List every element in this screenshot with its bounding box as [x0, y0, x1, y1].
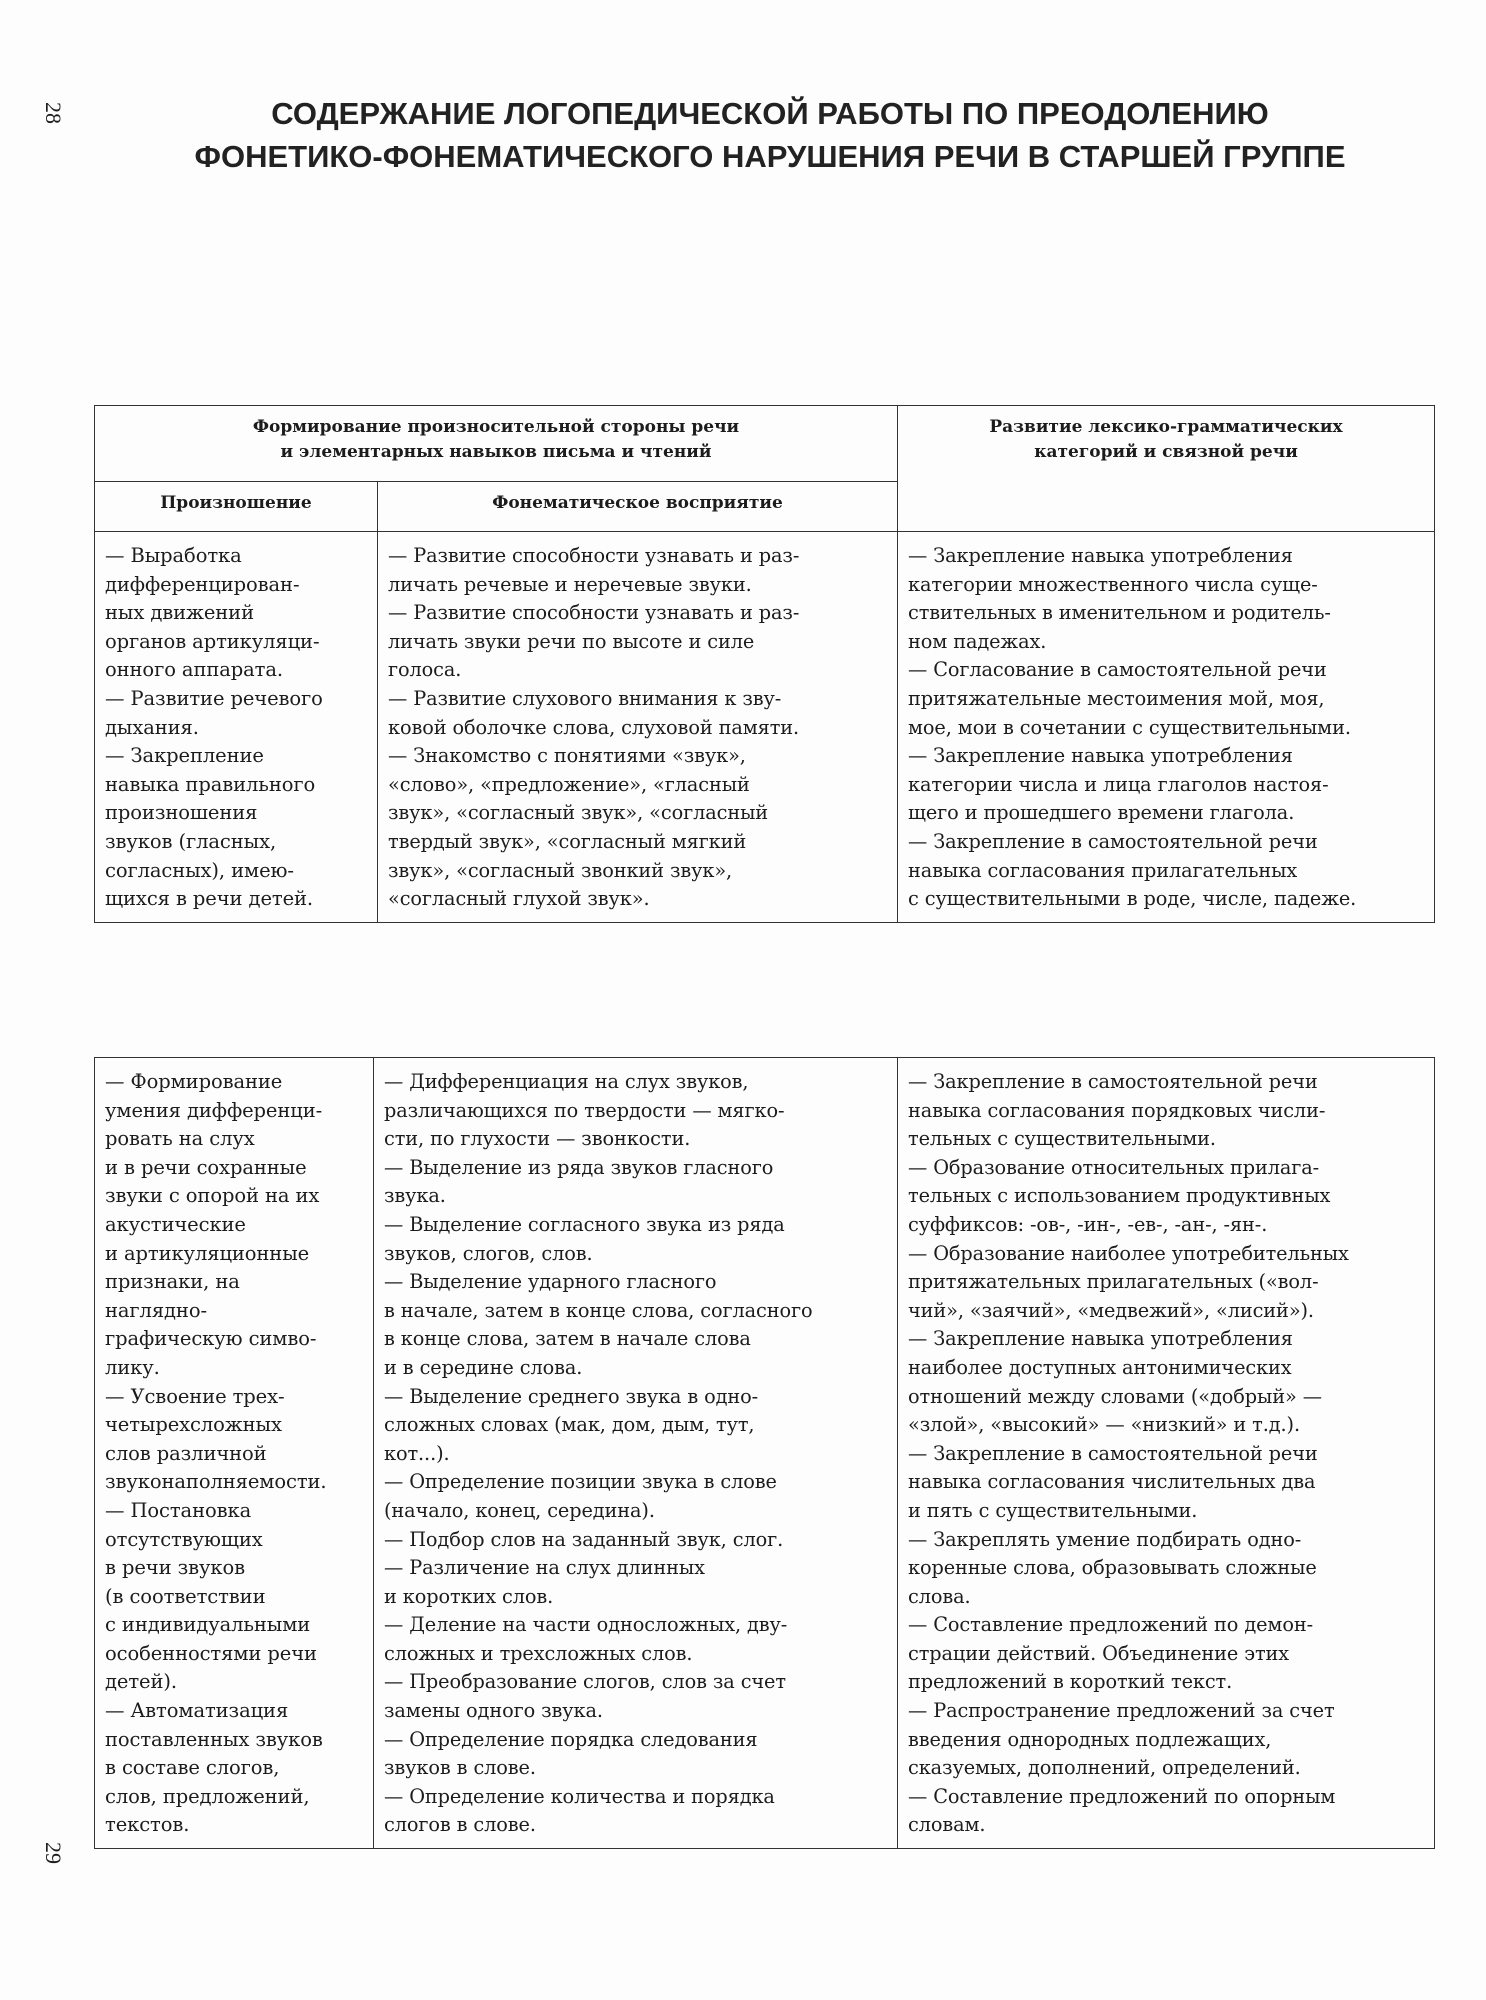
- cell-phonemic-1: — Развитие способности узнавать и раз- личать речевые и неречевые звуки. — Развитие способности узнавать и раз- личать звуки речи по высоте и силе голоса. — Развитие слухового внимания к зву- ковой оболочке слова, слуховой памяти. — Знакомство с понятиями «звук», «слово», «предложение», «гласный звук», «согласный звук», «согласный твердый звук», «согласный мягкий звук», «согласный звонкий звук», «согласный глухой звук».: [378, 532, 898, 923]
- content-table-bottom: [94, 1057, 1435, 1849]
- content-table-top: [94, 405, 1435, 923]
- header-phonemic-perception: Фонематическое восприятие: [378, 482, 898, 532]
- header-pronunciation: Произношение: [95, 482, 378, 532]
- page-title: [120, 92, 1420, 178]
- cell-lexico-2: — Закрепление в самостоятельной речи навыка согласования порядковых числи- тельных с существительными. — Образование относительных прилага- тельных с использованием продуктивных суффиксов: -ов-, -ин-, -ев-, -ан-, -ян-. — Образование наиболее употребительных притяжательных прилагательных («вол- чий», «заячий», «медвежий», «лисий»). — Закрепление навыка употребления наиболее доступных антонимических отношений между словами («добрый» — «злой», «высокий» — «низкий» и т.д.). — Закрепление в самостоятельной речи навыка согласования числительных два и пять с существительными. — Закреплять умение подбирать одно- коренные слова, образовывать сложные слова. — Составление предложений по демон- страции действий. Объединение этих предложений в короткий текст. — Распространение предложений за счет введения однородных подлежащих, сказуемых, дополнений, определений. — Составление предложений по опорным словам.: [898, 1058, 1435, 1849]
- title-line-1: СОДЕРЖАНИЕ ЛОГОПЕДИЧЕСКОЙ РАБОТЫ ПО ПРЕОДОЛЕНИЮ: [271, 96, 1269, 131]
- title-line-2: ФОНЕТИКО-ФОНЕМАТИЧЕСКОГО НАРУШЕНИЯ РЕЧИ В СТАРШЕЙ ГРУППЕ: [194, 139, 1346, 174]
- header-lexico-grammatical: Развитие лексико-грамматических категорий и связной речи: [898, 406, 1435, 532]
- page-number-top: 28: [41, 102, 66, 124]
- page-number-bottom: 29: [41, 1842, 66, 1864]
- cell-lexico-1: — Закрепление навыка употребления категории множественного числа суще- ствительных в именительном и родитель- ном падежах. — Согласование в самостоятельной речи притяжательные местоимения мой, моя, мое, мои в сочетании с существительными. — Закрепление навыка употребления категории числа и лица глаголов настоя- щего и прошедшего времени глагола. — Закрепление в самостоятельной речи навыка согласования прилагательных с существительными в роде, числе, падеже.: [898, 532, 1435, 923]
- header-pronunciation-group: Формирование произносительной стороны речи и элементарных навыков письма и чтений: [95, 406, 898, 482]
- cell-phonemic-2: — Дифференциация на слух звуков, различающихся по твердости — мягко- сти, по глухости — звонкости. — Выделение из ряда звуков гласного звука. — Выделение согласного звука из ряда звуков, слогов, слов. — Выделение ударного гласного в начале, затем в конце слова, согласного в конце слова, затем в начале слова и в середине слова. — Выделение среднего звука в одно- сложных словах (мак, дом, дым, тут, кот...). — Определение позиции звука в слове (начало, конец, середина). — Подбор слов на заданный звук, слог. — Различение на слух длинных и коротких слов. — Деление на части односложных, дву- сложных и трехсложных слов. — Преобразование слогов, слов за счет замены одного звука. — Определение порядка следования звуков в слове. — Определение количества и порядка слогов в слове.: [374, 1058, 898, 1849]
- cell-pronunciation-2: — Формирование умения дифференци- ровать на слух и в речи сохранные звуки с опорой на их акустические и артикуляционные признаки, на наглядно- графическую симво- лику. — Усвоение трех- четырехсложных слов различной звуконаполняемости. — Постановка отсутствующих в речи звуков (в соответствии с индивидуальными особенностями речи детей). — Автоматизация поставленных звуков в составе слогов, слов, предложений, текстов.: [95, 1058, 374, 1849]
- cell-pronunciation-1: — Выработка дифференцирован- ных движений органов артикуляци- онного аппарата. — Развитие речевого дыхания. — Закрепление навыка правильного произношения звуков (гласных, согласных), имею- щихся в речи детей.: [95, 532, 378, 923]
